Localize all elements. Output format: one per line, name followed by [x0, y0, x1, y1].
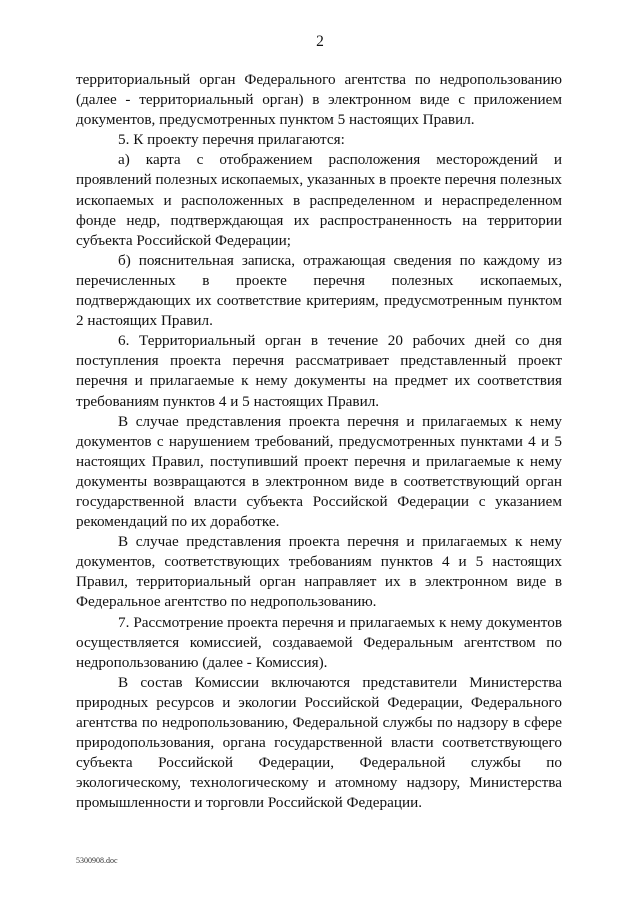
- paragraph-item-7: 7. Рассмотрение проекта перечня и прилагаемых к нему документов осуществляется комиссией, создаваемой Федеральным агентством по недропользованию (далее - Комиссия).: [76, 613, 562, 671]
- paragraph-item-5a: а) карта с отображением расположения месторождений и проявлений полезных ископаемых, указанных в проекте перечня полезных ископаемых и расположенных в распределенном и нераспределенном фонде недр, подтверждающая их распространенность на территории субъекта Российской Федерации;: [76, 151, 562, 249]
- paragraph-item-5b: б) пояснительная записка, отражающая сведения по каждому из перечисленных в проекте перечня полезных ископаемых, подтверждающих их соответствие критериям, предусмотренным пунктом 2 настоящих Правил.: [76, 251, 562, 330]
- page-number: 2: [316, 33, 324, 50]
- paragraph-continuation: территориальный орган Федерального агентства по недропользованию (далее - территориальный орган) в электронном виде с приложением документов, предусмотренных пунктом 5 настоящих Правил.: [76, 71, 562, 129]
- footer-file-code: 5300908.doc: [76, 856, 118, 865]
- paragraph-item-5: 5. К проекту перечня прилагаются:: [118, 131, 345, 149]
- paragraph-item-6-violation: В случае представления проекта перечня и прилагаемых к нему документов с нарушением требований, предусмотренных пунктами 4 и 5 настоящих Правил, поступивший проект перечня и прилагаемые к нему документы возвращаются в электронном виде в соответствующий орган государственной власти субъекта Российской Федерации с указанием рекомендаций по их доработке.: [76, 412, 562, 531]
- paragraph-item-6: 6. Территориальный орган в течение 20 рабочих дней со дня поступления проекта перечня рассматривает представленный проект перечня и прилагаемые к нему документы на предмет их соответствия требованиям пунктов 4 и 5 настоящих Правил.: [76, 332, 562, 410]
- paragraph-item-7-commission: В состав Комиссии включаются представители Министерства природных ресурсов и экологии Российской Федерации, Федерального агентства по недропользованию, Федеральной службы по надзору в сфере природопользования, органа государственной власти соответствующего субъекта Российской Федерации, Федеральной службы по экологическому, технологическому и атомному надзору, Министерства промышленности и торговли Российской Федерации.: [76, 673, 562, 812]
- paragraph-item-6-compliant: В случае представления проекта перечня и прилагаемых к нему документов, соответствующих требованиям пунктов 4 и 5 настоящих Правил, территориальный орган направляет их в электронном виде в Федеральное агентство по недропользованию.: [76, 533, 562, 611]
- document-body: [76, 70, 562, 813]
